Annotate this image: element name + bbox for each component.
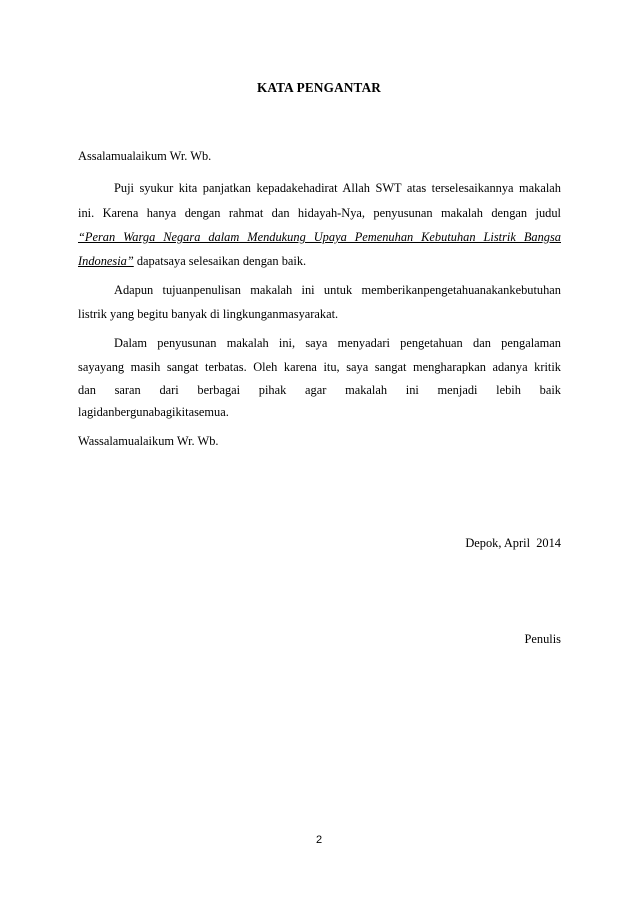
- author-label: Penulis: [524, 632, 561, 646]
- page-title: KATA PENGANTAR: [256, 80, 382, 95]
- paragraph-2-line-1: Adapun tujuanpenulisan makalah ini untuk memberikanpengetahuanakankebutuhan: [114, 283, 561, 297]
- paragraph-1-line-4: [78, 253, 561, 269]
- paragraph-1-line-4-rest: dapatsaya selesaikan dengan baik.: [133, 254, 307, 268]
- paragraph-3-line-4: lagidanbergunabagikitasemua.: [78, 405, 229, 419]
- place-date: Depok, April 2014: [465, 536, 561, 550]
- paper-title-line-1: “Peran Warga Negara dalam Mendukung Upaya Pemenuhan Kebutuhan Listrik Bangsa: [78, 230, 561, 244]
- paragraph-3-line-3: dan saran dari berbagai pihak agar makalah ini menjadi lebih baik: [78, 383, 561, 397]
- paragraph-1-line-2: ini. Karena hanya dengan rahmat dan hidayah-Nya, penyusunan makalah dengan judul: [78, 206, 561, 220]
- paragraph-2-line-2: listrik yang begitu banyak di lingkunganmasyarakat.: [78, 307, 339, 321]
- closing-greeting: Wassalamualaikum Wr. Wb.: [78, 434, 219, 448]
- page-number: 2: [315, 834, 323, 846]
- greeting: Assalamualaikum Wr. Wb.: [78, 149, 212, 163]
- paragraph-3-line-2: sayayang masih sangat terbatas. Oleh karena itu, saya sangat mengharapkan adanya kritik: [78, 360, 561, 374]
- paragraph-3-line-1: Dalam penyusunan makalah ini, saya menyadari pengetahuan dan pengalaman: [114, 336, 561, 350]
- paper-title-line-2: Indonesia”: [78, 254, 134, 268]
- paragraph-1-line-1: Puji syukur kita panjatkan kepadakehadirat Allah SWT atas terselesaikannya makalah: [114, 181, 561, 195]
